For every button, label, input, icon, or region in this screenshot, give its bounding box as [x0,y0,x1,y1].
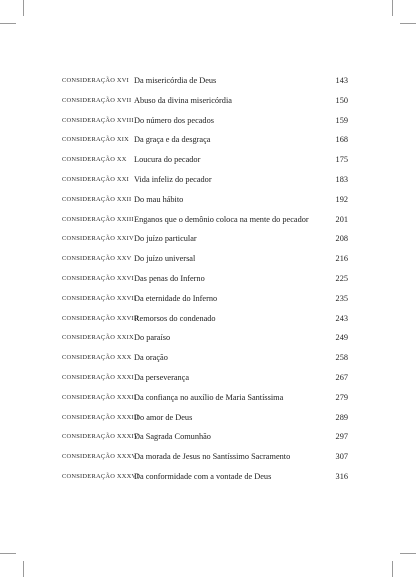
toc-entry[interactable] [62,229,348,249]
toc-entry-title: Da Sagrada Comunhão [134,432,211,442]
toc-entry-title: Do juízo particular [134,234,197,244]
toc-entry-page-number: 225 [335,273,348,283]
toc-entry[interactable] [62,111,348,131]
toc-entry-page-number: 159 [335,115,348,125]
toc-entry-label: CONSIDERAÇÃO XIX [62,136,130,144]
toc-entry-label: CONSIDERAÇÃO XXIV [62,235,134,243]
crop-mark-top-left-horizontal [0,23,16,24]
toc-entry-title: Da graça e da desgraça [134,135,211,145]
toc-entry-title: Das penas do Inferno [134,273,205,283]
toc-entry-label: CONSIDERAÇÃO XXV [62,255,132,263]
toc-entry-page-number: 307 [335,452,348,462]
toc-entry[interactable] [62,190,348,210]
toc-entry-label: CONSIDERAÇÃO XXXVI [62,472,139,480]
toc-entry-label: CONSIDERAÇÃO XXIII [62,215,134,223]
toc-entry-title: Do número dos pecados [134,115,214,125]
toc-entry[interactable] [62,447,348,467]
toc-entry-title: Da confiança no auxílio de Maria Santíssima [134,392,284,402]
toc-entry-page-number: 175 [335,155,348,165]
toc-entry[interactable] [62,269,348,289]
toc-entry-page-number: 216 [335,254,348,264]
crop-mark-top-left-vertical [23,0,24,16]
toc-entry-title: Remorsos do condenado [134,313,216,323]
toc-entry-label: CONSIDERAÇÃO XXI [62,175,130,183]
toc-entry-page-number: 279 [335,392,348,402]
toc-entry[interactable] [62,130,348,150]
toc-entry-title: Da perseverança [134,372,190,382]
toc-entry[interactable] [62,467,348,487]
toc-entry-title: Loucura do pecador [134,155,201,165]
toc-entry-label: CONSIDERAÇÃO XXXI [62,373,134,381]
toc-entry-title: Do mau hábito [134,194,184,204]
toc-entry[interactable] [62,368,348,388]
toc-entry-title: Da oração [134,353,168,363]
toc-entry-label: CONSIDERAÇÃO XXIX [62,334,134,342]
crop-mark-top-right-vertical [392,0,393,16]
toc-entry-page-number: 243 [335,313,348,323]
toc-entry[interactable] [62,210,348,230]
toc-entry-label: CONSIDERAÇÃO XXXII [62,393,137,401]
toc-entry[interactable] [62,388,348,408]
toc-entry[interactable] [62,91,348,111]
toc-entry-label: CONSIDERAÇÃO XVIII [62,116,134,124]
toc-entry-title: Abuso da divina misericórdia [134,95,232,105]
toc-entry-title: Da misericórdia de Deus [134,76,217,85]
toc-entry[interactable] [62,348,348,368]
toc-entry[interactable] [62,427,348,447]
toc-entry-page-number: 150 [335,95,348,105]
toc-entry[interactable] [62,150,348,170]
toc-entry-page-number: 297 [335,432,348,442]
toc-entry-label: CONSIDERAÇÃO XXXIII [62,413,139,421]
crop-mark-bottom-left-horizontal [0,553,16,554]
crop-mark-bottom-left-vertical [23,561,24,577]
toc-entry-label: CONSIDERAÇÃO XXVIII [62,314,139,322]
toc-entry[interactable] [62,170,348,190]
toc-entry-title: Da morada de Jesus no Santíssimo Sacramento [134,452,291,462]
toc-entry-page-number: 249 [335,333,348,343]
toc-entry-label: CONSIDERAÇÃO XXXIV [62,433,139,441]
crop-mark-top-right-horizontal [400,23,416,24]
toc-entry-title: Vida infeliz do pecador [134,174,212,184]
toc-entry[interactable] [62,309,348,329]
toc-entry-label: CONSIDERAÇÃO XXVI [62,274,134,282]
toc-entry[interactable] [62,328,348,348]
toc-entry[interactable] [62,408,348,428]
toc-entry-title: Da eternidade do Inferno [134,293,218,303]
toc-entry-page-number: 289 [335,412,348,422]
toc-entry-title: Do paraíso [134,333,171,343]
toc-entry-title: Do amor de Deus [134,412,193,422]
toc-entry-label: CONSIDERAÇÃO XX [62,156,127,164]
toc-entry-page-number: 143 [335,76,348,85]
toc-entry[interactable] [62,249,348,269]
toc-entry-label: CONSIDERAÇÃO XXII [62,195,132,203]
toc-entry-page-number: 258 [335,353,348,363]
toc-entry[interactable] [62,289,348,309]
toc-entry-label: CONSIDERAÇÃO XVI [62,77,130,84]
toc-entry-page-number: 192 [335,194,348,204]
toc-entry-title: Do juízo universal [134,254,196,264]
toc-entry-page-number: 168 [335,135,348,145]
toc-entry-title: Da conformidade com a vontade de Deus [134,471,272,481]
toc-entry-label: CONSIDERAÇÃO XVII [62,96,132,104]
toc-entry-page-number: 201 [335,214,348,224]
toc-entry-page-number: 235 [335,293,348,303]
toc-entry-page-number: 183 [335,174,348,184]
crop-mark-bottom-right-vertical [392,561,393,577]
toc-entry-label: CONSIDERAÇÃO XXXV [62,453,137,461]
table-of-contents [62,71,348,487]
toc-entry-label: CONSIDERAÇÃO XXX [62,354,132,362]
toc-entry[interactable] [62,71,348,91]
toc-entry-page-number: 316 [335,471,348,481]
toc-entry-page-number: 208 [335,234,348,244]
toc-entry-title: Enganos que o demônio coloca na mente do pecador [134,214,309,224]
toc-entry-label: CONSIDERAÇÃO XXVII [62,294,137,302]
crop-mark-bottom-right-horizontal [400,553,416,554]
toc-entry-page-number: 267 [335,372,348,382]
